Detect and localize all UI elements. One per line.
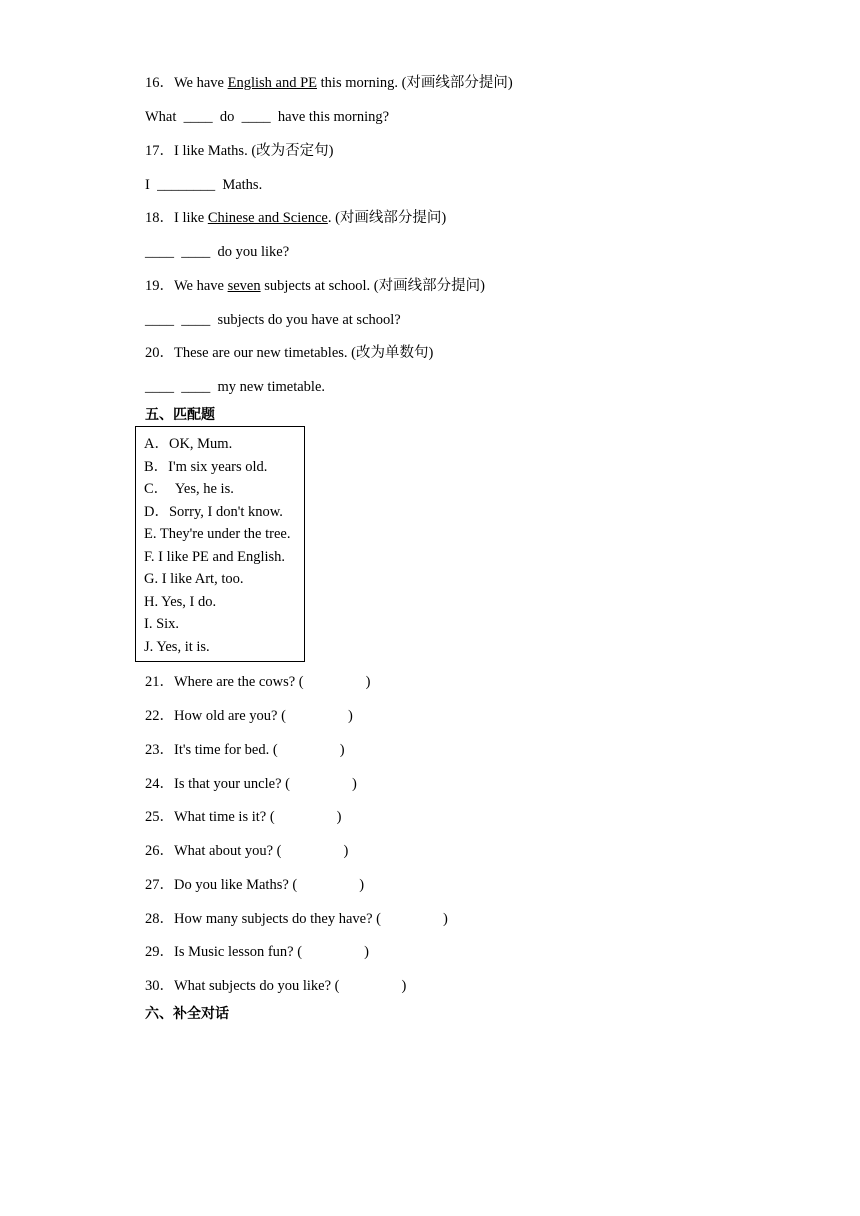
question-number: 29． [145,944,174,960]
question-19 [145,277,485,295]
question-text: What about you? ( [174,843,282,859]
match-question-30 [145,977,406,995]
question-number: 22． [145,708,174,724]
question-text: Do you like Maths? ( [174,877,298,893]
close-paren: ) [359,877,365,893]
question-number: 18． [145,210,174,226]
match-question-27 [145,876,364,894]
close-paren: ) [401,978,407,994]
answer-line-20: ____ ____ my new timetable. [145,379,326,395]
question-number: 16． [145,75,174,91]
option-i: I. Six. [144,616,180,632]
close-paren: ) [365,674,371,690]
question-text: How many subjects do they have? ( [174,911,381,927]
question-number: 24． [145,776,174,792]
option-a: A．OK, Mum. [144,436,233,452]
option-h: H. Yes, I do. [144,594,217,610]
option-e: E. They're under the tree. [144,526,291,542]
underlined-phrase: Chinese and Science [207,210,328,226]
match-question-23 [145,741,345,759]
question-number: 27． [145,877,174,893]
question-text: this morning. (对画线部分提问) [317,75,513,91]
question-text: How old are you? ( [174,708,286,724]
answer-line-19: ____ ____ subjects do you have at school? [145,312,401,328]
question-text: We have [174,278,228,294]
question-text: I like [174,210,208,226]
match-question-21 [145,673,370,691]
close-paren: ) [364,944,369,960]
option-d: D．Sorry, I don't know. [144,504,283,520]
close-paren: ) [343,843,349,859]
match-question-29 [145,943,369,961]
question-number: 21． [145,674,174,690]
close-paren: ) [339,742,345,758]
question-18 [145,209,446,227]
question-number: 20． [145,345,174,361]
question-text: I like Maths. (改为否定句) [174,143,334,159]
question-number: 23． [145,742,174,758]
question-text: What subjects do you like? ( [174,978,340,994]
question-16 [145,74,513,92]
question-text: Where are the cows? ( [174,674,304,690]
question-text: What time is it? ( [174,809,275,825]
match-question-24 [145,775,357,793]
answer-line-18: ____ ____ do you like? [145,244,290,260]
close-paren: ) [336,809,342,825]
question-text: These are our new timetables. (改为单数句) [174,345,434,361]
question-number: 19． [145,278,174,294]
question-20 [145,344,433,362]
option-g: G. I like Art, too. [144,571,244,587]
close-paren: ) [442,911,448,927]
answer-line-17: I ________ Maths. [145,177,263,193]
match-question-22 [145,707,353,725]
question-text: It's time for bed. ( [174,742,278,758]
option-c: C． Yes, he is. [144,481,234,497]
question-number: 30． [145,978,174,994]
match-question-28 [145,910,448,928]
option-f: F. I like PE and English. [144,549,286,565]
close-paren: ) [351,776,357,792]
section-title-matching: 五、匹配题 [145,407,215,423]
underlined-phrase: seven [227,278,261,294]
option-b: B．I'm six years old. [144,459,268,475]
answer-line-16: What ____ do ____ have this morning? [145,109,390,125]
question-text: . (对画线部分提问) [327,210,447,226]
question-text: Is Music lesson fun? ( [174,944,303,960]
close-paren: ) [347,708,353,724]
match-question-26 [145,842,348,860]
question-text: subjects at school. (对画线部分提问) [260,278,485,294]
question-number: 25． [145,809,174,825]
question-text: We have [174,75,228,91]
option-j: J. Yes, it is. [144,639,210,655]
question-text: Is that your uncle? ( [174,776,290,792]
question-17 [145,142,333,160]
options-box [135,426,305,662]
question-number: 28． [145,911,174,927]
question-number: 26． [145,843,174,859]
question-number: 17． [145,143,174,159]
underlined-phrase: English and PE [227,75,318,91]
section-title-dialogue: 六、补全对话 [145,1006,229,1022]
match-question-25 [145,808,342,826]
